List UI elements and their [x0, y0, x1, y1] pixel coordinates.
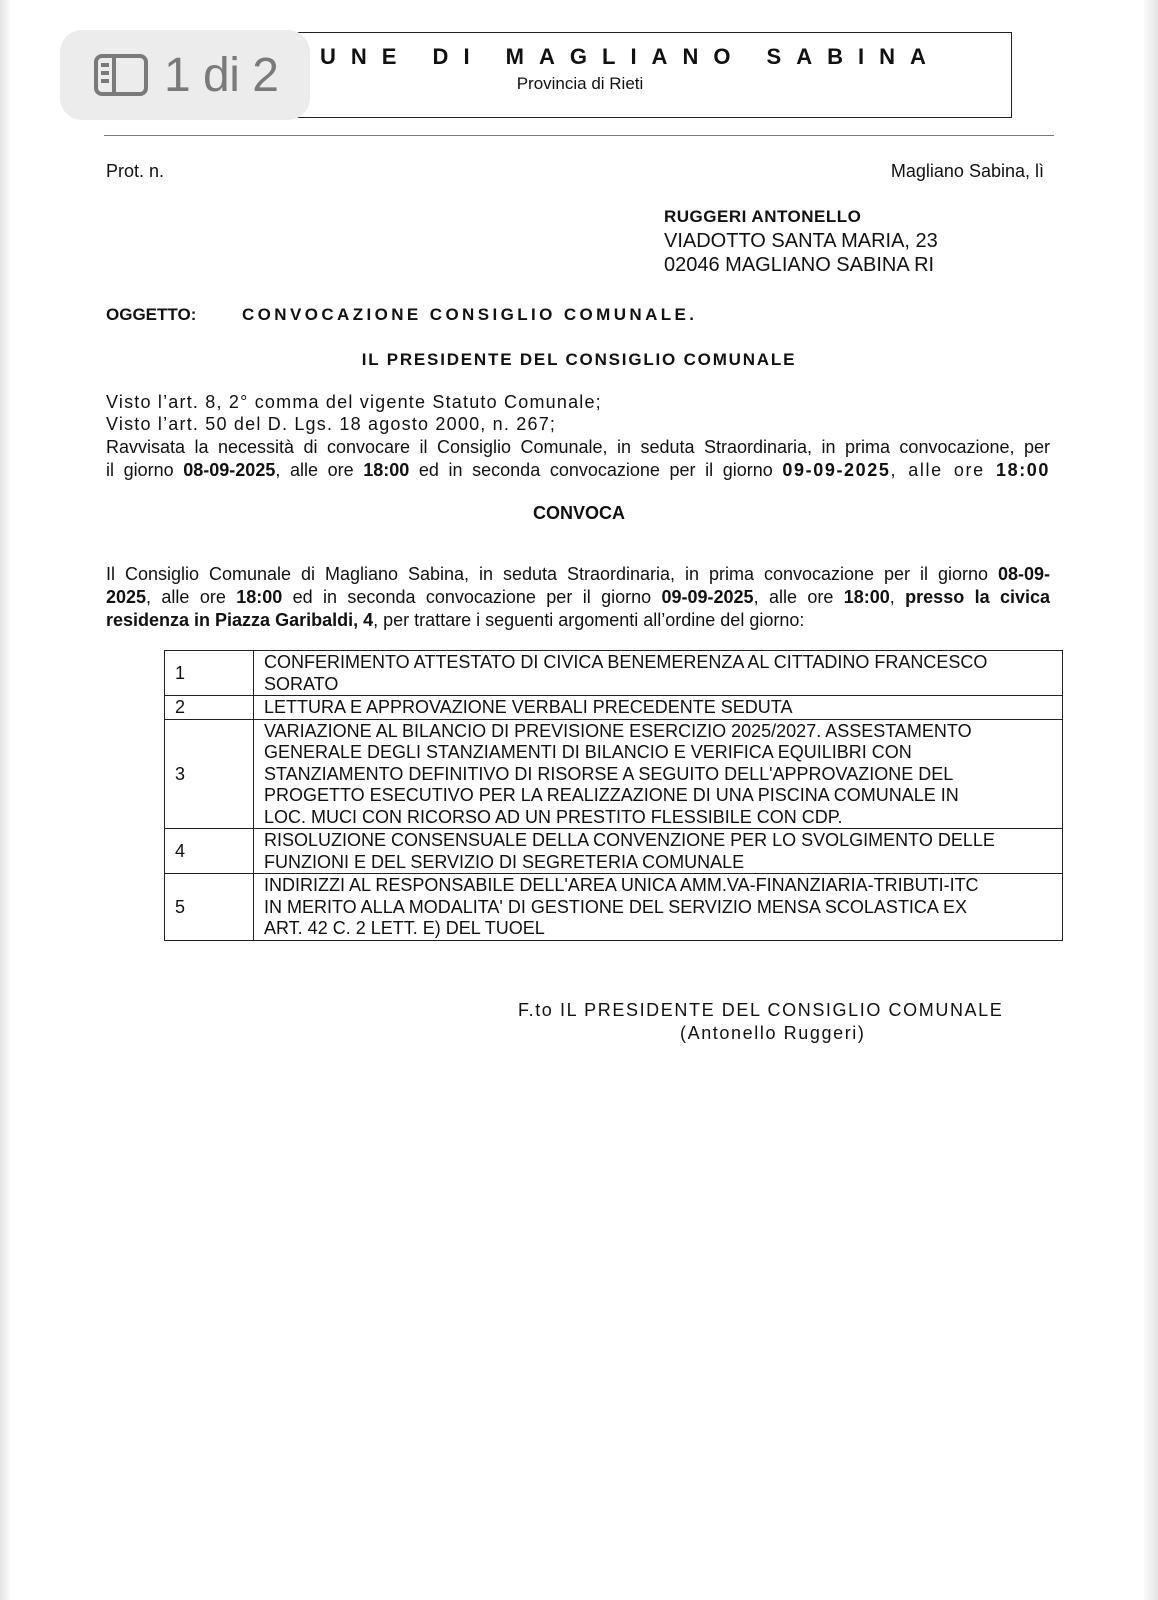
letterhead-title: UNE DI MAGLIANO SABINA — [320, 44, 941, 69]
signature-name: (Antonello Ruggeri) — [680, 1023, 866, 1043]
signature-title: F.to IL PRESIDENTE DEL CONSIGLIO COMUNALE — [518, 1000, 1004, 1020]
convoca-heading: CONVOCA — [532, 503, 625, 523]
convocation-line-1: Il Consiglio Comunale di Magliano Sabina, in seduta Straordinaria, in prima convocazione per il giorno 08-09- — [106, 564, 1050, 584]
recipient-city: 02046 MAGLIANO SABINA RI — [664, 254, 935, 276]
recipient-name: RUGGERI ANTONELLO — [664, 207, 862, 226]
recipient-street: VIADOTTO SANTA MARIA, 23 — [664, 230, 938, 252]
visto-line-2: Visto l’art. 50 del D. Lgs. 18 agosto 2000, n. 267; — [106, 414, 557, 434]
agenda-item-description — [254, 829, 1063, 874]
convocation-line-2: 2025, alle ore 18:00 ed in seconda convocazione per il giorno 09-09-2025, alle ore 18:00, presso la civica — [106, 587, 1051, 607]
agenda-item-line: RISOLUZIONE CONSENSUALE DELLA CONVENZIONE PER LO SVOLGIMENTO DELLE — [264, 830, 995, 850]
ravvisata-line-1: Ravvisata la necessità di convocare il Consiglio Comunale, in seduta Straordinaria, in prima convocazione, per — [106, 437, 1050, 457]
protocol-number: Prot. n. — [106, 161, 165, 181]
subject-label: OGGETTO: — [106, 305, 197, 324]
agenda-item-description — [254, 874, 1063, 941]
agenda-item-line: GENERALE DEGLI STANZIAMENTI DI BILANCIO E VERIFICA EQUILIBRI CON — [264, 742, 912, 762]
agenda-item-line: ART. 42 C. 2 LETT. E) DEL TUOEL — [264, 918, 545, 938]
agenda-item-description — [254, 696, 1063, 720]
convocation-paragraph — [106, 563, 1050, 632]
section-heading: IL PRESIDENTE DEL CONSIGLIO COMUNALE — [361, 350, 797, 369]
header-divider — [104, 135, 1054, 136]
agenda-item-number: 3 — [165, 719, 254, 829]
agenda-row — [165, 719, 1063, 829]
page-list-icon — [94, 53, 148, 97]
agenda-item-description — [254, 651, 1063, 696]
recipient-address — [664, 205, 938, 277]
agenda-row — [165, 651, 1063, 696]
agenda-table — [164, 650, 1063, 941]
viewer-edge-right — [1144, 0, 1158, 1600]
convocation-line-3: residenza in Piazza Garibaldi, 4, per trattare i seguenti argomenti all’ordine del giorno: — [106, 610, 805, 630]
viewer-edge-left — [0, 0, 10, 1600]
agenda-item-number: 2 — [165, 696, 254, 720]
agenda-item-line: LOC. MUCI CON RICORSO AD UN PRESTITO FLESSIBILE CON CDP. — [264, 806, 843, 827]
agenda-item-number: 1 — [165, 651, 254, 696]
agenda-item-line: CONFERIMENTO ATTESTATO DI CIVICA BENEMERENZA AL CITTADINO FRANCESCO — [264, 652, 988, 672]
agenda-item-line: INDIRIZZI AL RESPONSABILE DELL'AREA UNICA AMM.VA-FINANZIARIA-TRIBUTI-ITC — [264, 875, 979, 895]
letterhead-subtitle: Provincia di Rieti — [516, 74, 644, 93]
agenda-item-description — [254, 719, 1063, 829]
agenda-item-line: LETTURA E APPROVAZIONE VERBALI PRECEDENTE SEDUTA — [264, 697, 793, 717]
agenda-item-line: IN MERITO ALLA MODALITA' DI GESTIONE DEL SERVIZIO MENSA SCOLASTICA EX — [264, 896, 967, 917]
agenda-item-line: FUNZIONI E DEL SERVIZIO DI SEGRETERIA COMUNALE — [264, 851, 745, 872]
ravvisata-line-2: il giorno 08-09-2025, alle ore 18:00 ed in seconda convocazione per il giorno 09-09-2025, alle ore 18:00 — [106, 460, 1051, 480]
agenda-row — [165, 874, 1063, 941]
subject-text: CONVOCAZIONE CONSIGLIO COMUNALE. — [242, 305, 698, 324]
page-indicator[interactable] — [60, 30, 310, 120]
agenda-item-line: PROGETTO ESECUTIVO PER LA REALIZZAZIONE DI UNA PISCINA COMUNALE IN — [264, 785, 959, 805]
agenda-item-number: 4 — [165, 829, 254, 874]
ravvisata-paragraph — [106, 436, 1050, 482]
visto-line-1: Visto l’art. 8, 2° comma del vigente Statuto Comunale; — [106, 392, 602, 412]
agenda-row — [165, 696, 1063, 720]
agenda-item-line: STANZIAMENTO DEFINITIVO DI RISORSE A SEGUITO DELL'APPROVAZIONE DEL — [264, 763, 954, 784]
agenda-row — [165, 829, 1063, 874]
agenda-item-line: VARIAZIONE AL BILANCIO DI PREVISIONE ESERCIZIO 2025/2027. ASSESTAMENTO — [264, 720, 972, 741]
agenda-item-number: 5 — [165, 874, 254, 941]
place-date: Magliano Sabina, lì — [890, 161, 1044, 181]
page-indicator-label: 1 di 2 — [164, 48, 279, 102]
agenda-item-line: SORATO — [264, 673, 339, 694]
